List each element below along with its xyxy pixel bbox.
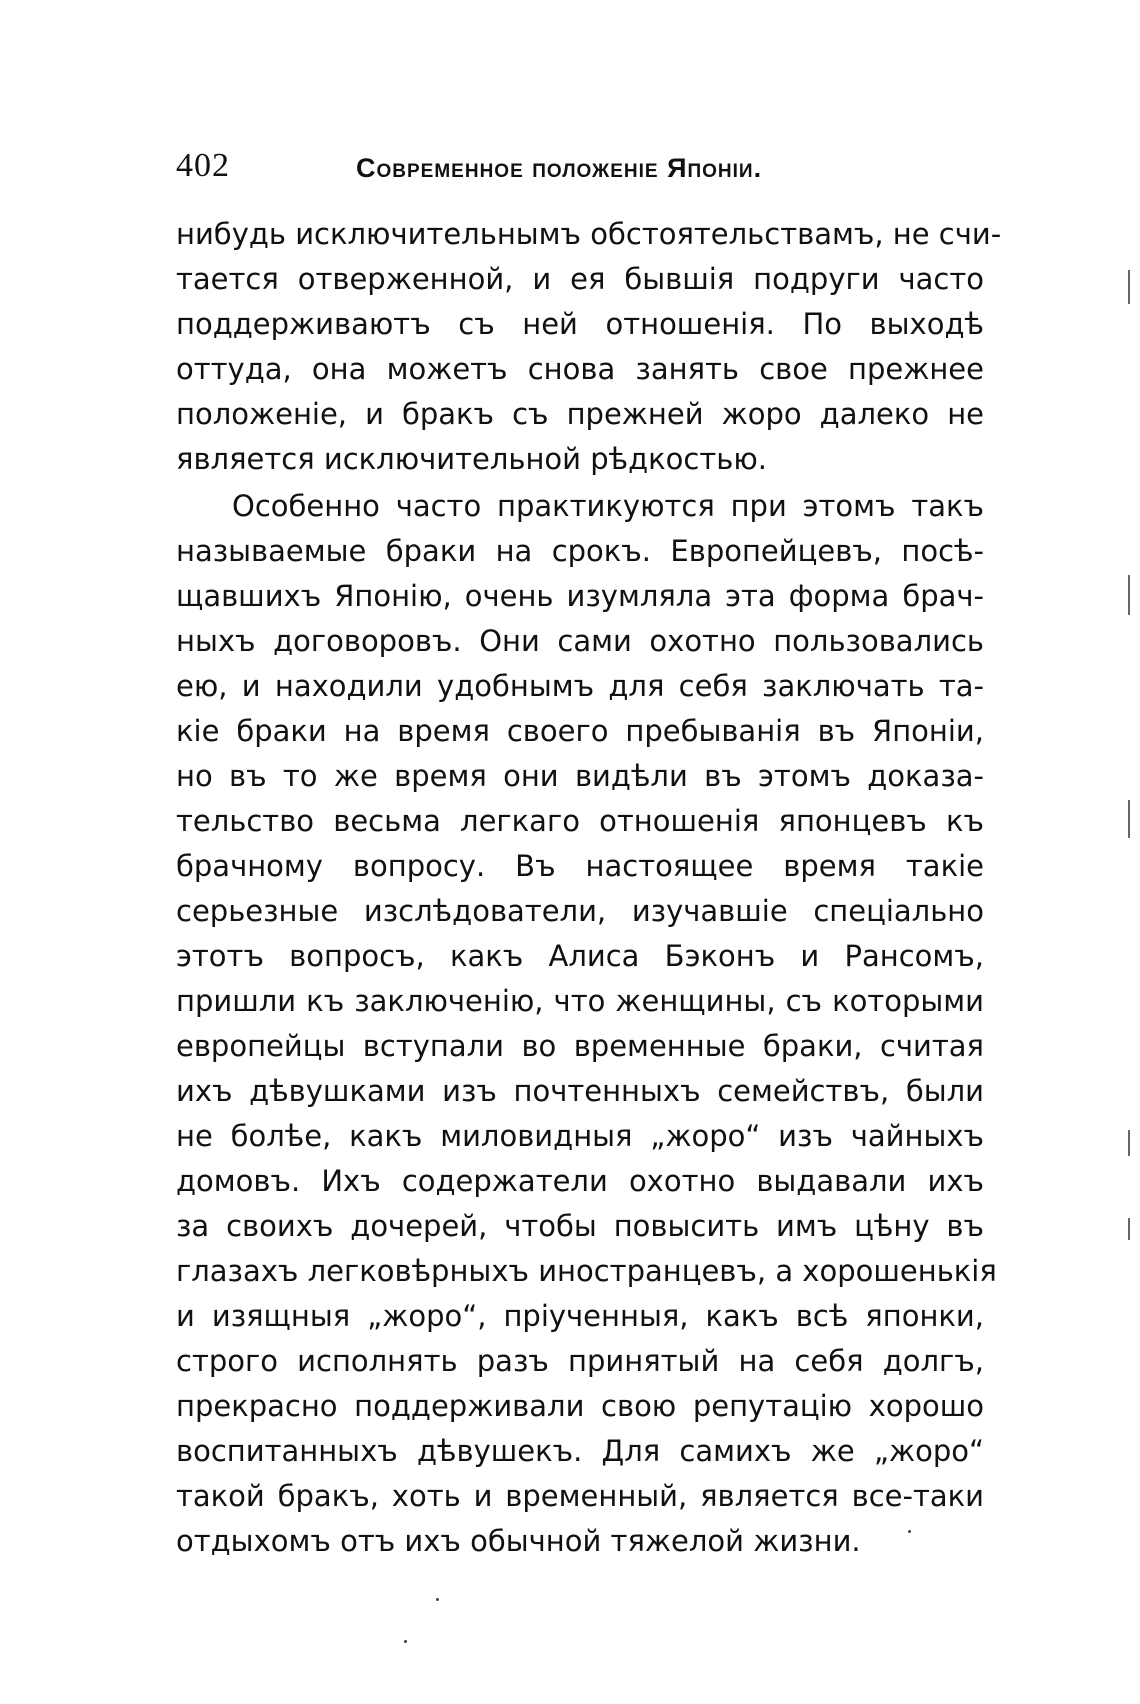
text-line: такой бракъ, хоть и временный, является все-таки xyxy=(176,1479,984,1513)
scan-speck xyxy=(436,1598,439,1601)
text-line: но въ то же время они видѣли въ этомъ доказа- xyxy=(176,759,984,793)
text-line: пришли къ заключенію, что женщины, съ которыми xyxy=(176,984,984,1018)
text-line: нибудь исключительнымъ обстоятельствамъ, не счи- xyxy=(176,217,1002,251)
text-line: тается отверженной, и ея бывшія подруги часто xyxy=(176,262,984,296)
text-line: этотъ вопросъ, какъ Алиса Бэконъ и Рансомъ, xyxy=(176,939,984,973)
text-line: ихъ дѣвушками изъ почтенныхъ семействъ, были xyxy=(176,1074,984,1108)
text-line: Особенно часто практикуются при этомъ такъ xyxy=(232,489,984,523)
scan-margin-mark xyxy=(1128,800,1130,838)
text-line: оттуда, она можетъ снова занять свое прежнее xyxy=(176,352,984,386)
text-line: положеніе, и бракъ съ прежней жоро далеко не xyxy=(176,397,984,431)
text-line: домовъ. Ихъ содержатели охотно выдавали ихъ xyxy=(176,1164,984,1198)
scan-speck xyxy=(404,1640,407,1643)
scan-margin-mark xyxy=(1128,270,1130,304)
scan-margin-mark xyxy=(1128,1130,1130,1156)
text-line: поддерживаютъ съ ней отношенія. По выходѣ xyxy=(176,307,984,341)
paragraph-2 xyxy=(176,484,997,1564)
text-line: отдыхомъ отъ ихъ обычной тяжелой жизни. xyxy=(176,1524,861,1558)
scan-margin-mark xyxy=(1128,575,1130,615)
scan-margin-mark xyxy=(1128,1218,1130,1240)
text-line: и изящныя „жоро“, пріученныя, какъ всѣ японки, xyxy=(176,1299,984,1333)
text-line: воспитанныхъ дѣвушекъ. Для самихъ же „жоро“ xyxy=(176,1434,984,1468)
text-line: ныхъ договоровъ. Они сами охотно пользовались xyxy=(176,624,984,658)
running-title: Современное положеніе Японіи. xyxy=(356,153,763,183)
text-line: тельство весьма легкаго отношенія японцевъ къ xyxy=(176,804,984,838)
text-line: называемые браки на срокъ. Европейцевъ, посѣ- xyxy=(176,534,984,568)
text-line: является исключительной рѣдкостью. xyxy=(176,442,767,476)
text-line: серьезные изслѣдователи, изучавшіе спеціально xyxy=(176,894,984,928)
text-line: брачному вопросу. Въ настоящее время такіе xyxy=(176,849,984,883)
text-line: строго исполнять разъ принятый на себя долгъ, xyxy=(176,1344,984,1378)
scan-speck xyxy=(908,1530,911,1533)
text-line: щавшихъ Японію, очень изумляла эта форма брач- xyxy=(176,579,984,613)
text-line: кіе браки на время своего пребыванія въ Японіи, xyxy=(176,714,984,748)
text-line: ею, и находили удобнымъ для себя заключать та- xyxy=(176,669,984,703)
paragraph-1 xyxy=(176,212,1002,482)
page-header xyxy=(176,143,996,189)
text-line: не болѣе, какъ миловидныя „жоро“ изъ чайныхъ xyxy=(176,1119,984,1153)
text-line: за своихъ дочерей, чтобы повысить имъ цѣну въ xyxy=(176,1209,984,1243)
body-text xyxy=(176,212,1002,1564)
page-number: 402 xyxy=(176,147,230,184)
text-line: европейцы вступали во временные браки, считая xyxy=(176,1029,984,1063)
text-line: прекрасно поддерживали свою репутацію хорошо xyxy=(176,1389,984,1423)
text-line: глазахъ легковѣрныхъ иностранцевъ, а хорошенькія xyxy=(176,1254,997,1288)
